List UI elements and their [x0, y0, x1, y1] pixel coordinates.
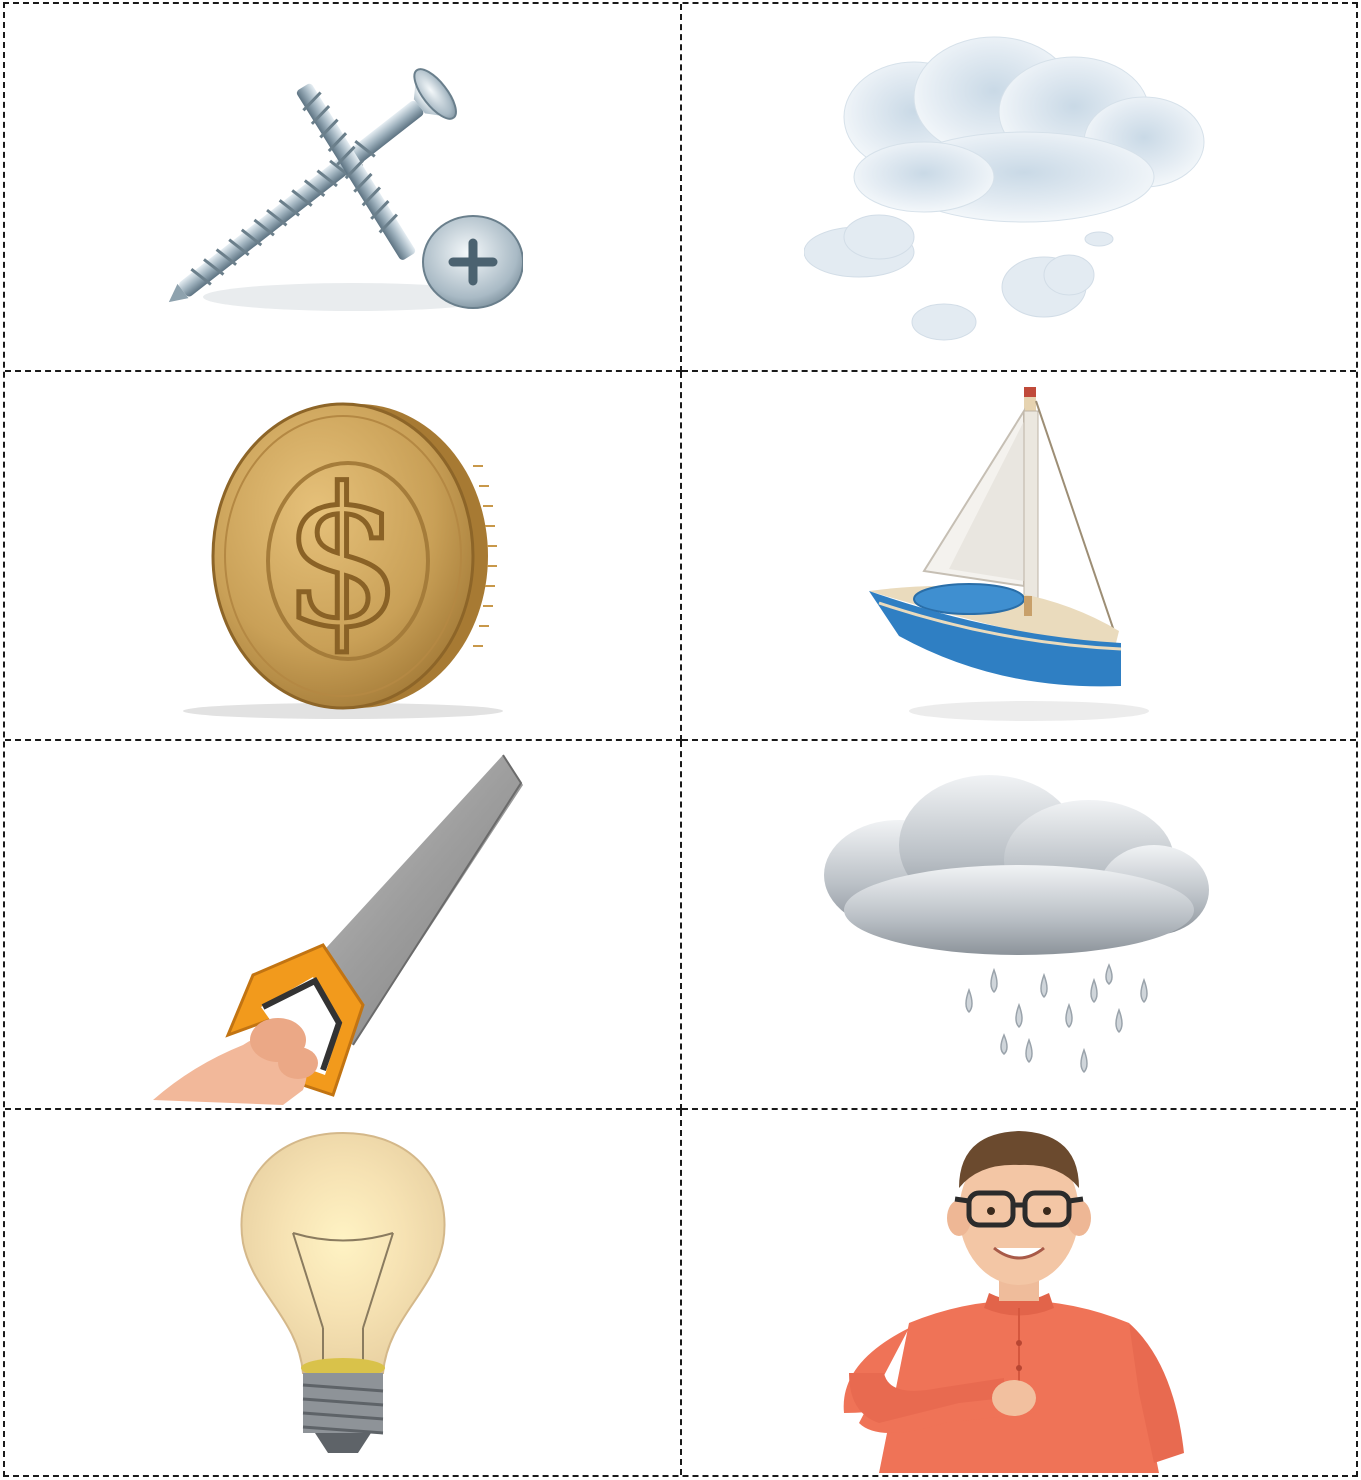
- card-grid: [3, 2, 1358, 1477]
- screws-icon: [163, 47, 523, 327]
- toy-sailboat-icon: [859, 381, 1179, 731]
- hand-saw-icon: [33, 745, 653, 1105]
- rain-cloud-icon: [809, 765, 1229, 1085]
- dollar-coin-icon: [143, 386, 543, 726]
- card-screws: [5, 4, 682, 372]
- card-boy-pointing: [682, 1110, 1356, 1475]
- card-rain-cloud: [682, 741, 1356, 1110]
- card-dollar-coin: [5, 372, 682, 741]
- light-bulb-icon: [223, 1123, 463, 1463]
- card-clouds: [682, 4, 1356, 372]
- boy-pointing-icon: [829, 1113, 1209, 1473]
- clouds-icon: [804, 27, 1234, 347]
- card-toy-sailboat: [682, 372, 1356, 741]
- card-light-bulb: [5, 1110, 682, 1475]
- svg-text:$: $: [282, 447, 403, 669]
- card-hand-saw: [5, 741, 682, 1110]
